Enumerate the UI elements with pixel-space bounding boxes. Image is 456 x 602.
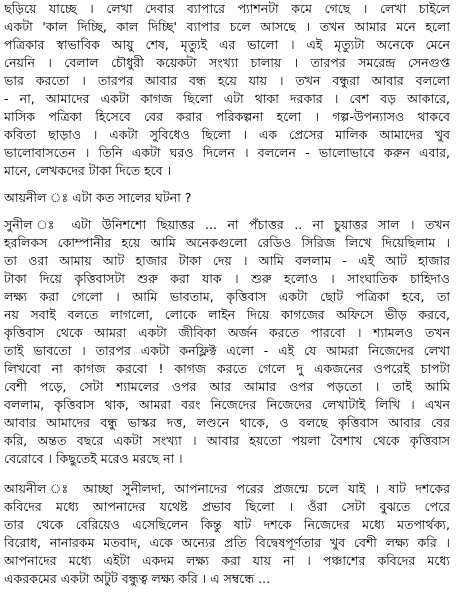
- question-line: আয়নীল ঃ এটা কত সালের ঘটনা ?: [4, 190, 192, 205]
- paragraph-2-line: আবার আমাদের বন্ধু ভাস্কর দত্ত, লণ্ডনে থাকে, ও বলছে কৃত্তিবাস আবার বের: [4, 415, 450, 430]
- paragraph-2-line: বেরোবে । কিছুতেই মরেও মরছে না ।: [4, 451, 183, 466]
- paragraph-1-line: মানে, লেখকদের টাকা দিতে হবে ।: [4, 163, 172, 178]
- paragraph-1-line: - না, আমাদের একটা কাগজ ছিলো এটা থাকা দরকার । বেশ বড় আকারে,: [4, 91, 450, 106]
- paragraph-2-line: বেশী পড়ে, সেটা শ্যামলের ওপর আর আমার ওপর পড়তো । তাই আমি: [4, 379, 450, 394]
- paragraph-1-line: কবিতা ছাড়াও । একটা সুবিধেও ছিলো । এক প্রেসের মালিক আমাদের খুব: [4, 127, 450, 142]
- paragraph-3-line: তার থেকে বেরিয়েও এসেছিলেন কিন্তু ষাট দশকে নিজেদের মধ্যে মতপার্থক্য,: [4, 517, 450, 532]
- paragraph-2-line: হরলিকস কোম্পানীর হয়ে আমি অনেকগুলো রেডিও সিরিজ লিখে দিয়েছিলাম ।: [4, 235, 450, 250]
- paragraph-3-line: আয়নীল ঃ আচ্ছা সুনীলদা, আপনাদের পরের প্রজন্মে চলে যাই । ষাট দশকের: [4, 481, 450, 496]
- paragraph-2-line: কৃত্তিবাস থেকে আমরা একটা জীবিকা অর্জন করতে পারবো । শ্যামলও তখন: [4, 325, 450, 340]
- paragraph-2-line: টাকা দিয়ে কৃত্তিবাসটা শুরু করা যাক । শুরু হলোও । সাংঘাতিক চাহিদাও: [4, 271, 450, 286]
- paragraph-1-line: ভার করতো । তারপর আবার বন্ধ হয়ে যায় । তখন বন্ধুরা আবার বললো: [4, 73, 450, 88]
- paragraph-1-line: ভালোবাসতেন । তিনি একটা ঘরও দিলেন । বললেন - ভালোভাবে করুন এবার,: [4, 145, 450, 160]
- paragraph-1-line: ছড়িয়ে যাচ্ছে । লেখা দেবার ব্যাপারে প্যাশনটা কমে গেছে । লেখা চাইলে: [4, 1, 450, 16]
- paragraph-3-line: কবিদের মধ্যে আপনাদের যথেষ্ট প্রভাব ছিলো । ওঁরা সেটা বুঝতে পেরে: [4, 499, 450, 514]
- paragraph-3-line: আপনাদের মধ্যে এইটা একদম লক্ষ্য করা যায় না । পঞ্চাশের কবিদের মধ্যে: [4, 553, 450, 568]
- paragraph-1-line: পত্রিকার স্বাভাবিক আয়ু শেষ, মৃত্যুই এর ভালো । এই মৃত্যুটা অনেকে মেনে: [4, 37, 450, 52]
- paragraph-2-line: সুনীল ঃ এটা উনিশশো ছিয়াত্তর ... না পঁচাত্তর .. না চুয়াত্তর সাল । তখন: [4, 217, 450, 232]
- paragraph-2-line: নয় সবাই বলতে লাগলো, লোকে লাইন দিয়ে কাগজের অফিসে ভীড় করবে,: [4, 307, 450, 322]
- paragraph-2-line: করি, অন্তত বছরে একটা সংখ্যা । আবার হয়তো পয়লা বৈশাখ থেকে কৃত্তিবাস: [4, 433, 450, 448]
- paragraph-2-line: বললাম, কৃত্তিবাস থাক, আমরা বরং নিজেদের নিজেদের লেখাটাই লিখি । এখন: [4, 397, 450, 412]
- paragraph-1-line: নেয়নি । বেলাল চৌধুরী কয়েকটা সংখ্যা চালায় । তারপর সমরেন্দ্র সেনগুপ্ত: [4, 55, 450, 70]
- paragraph-2-line: লক্ষ্য করা গেলো । আমি ভাবতাম, কৃত্তিবাস একটা ছোট পত্রিকা হবে, তা: [4, 289, 450, 304]
- paragraph-1-line: মাসিক পত্রিকা হিসেবে বের করার পরিকল্পনা হলো । গল্প-উপন্যাসও থাকবে: [4, 109, 450, 124]
- paragraph-2-line: লিখবো না কাগজ করবো ! কাগজ করতে গেলে দু একজনের ওপরেই চাপটা: [4, 361, 450, 376]
- paragraph-2-line: তাই ভাবতো । তারপর একটা কনফ্লিক্ট এলো - এই যে আমরা নিজেদের লেখা: [4, 343, 450, 358]
- paragraph-3-line: বিরোধ, নানারকম মতবাদ, একে অন্যের প্রতি বিদ্বেষপূর্ণতার খুব বেশী লক্ষ্য করি ।: [4, 535, 450, 550]
- paragraph-1-line: একটা 'কাল দিচ্ছি, কাল দিচ্ছি' ব্যাপার চলে আসছে । তখন আমার মনে হলো: [4, 19, 450, 34]
- paragraph-3-line: একরকমের একটা অটুট বন্ধুত্ব লক্ষ্য করি । এ সম্বন্ধে ...: [4, 571, 271, 586]
- paragraph-2-line: তা ওরা আমায় আট হাজার টাকা দেয় । আমি বললাম - এই আট হাজার: [4, 253, 450, 268]
